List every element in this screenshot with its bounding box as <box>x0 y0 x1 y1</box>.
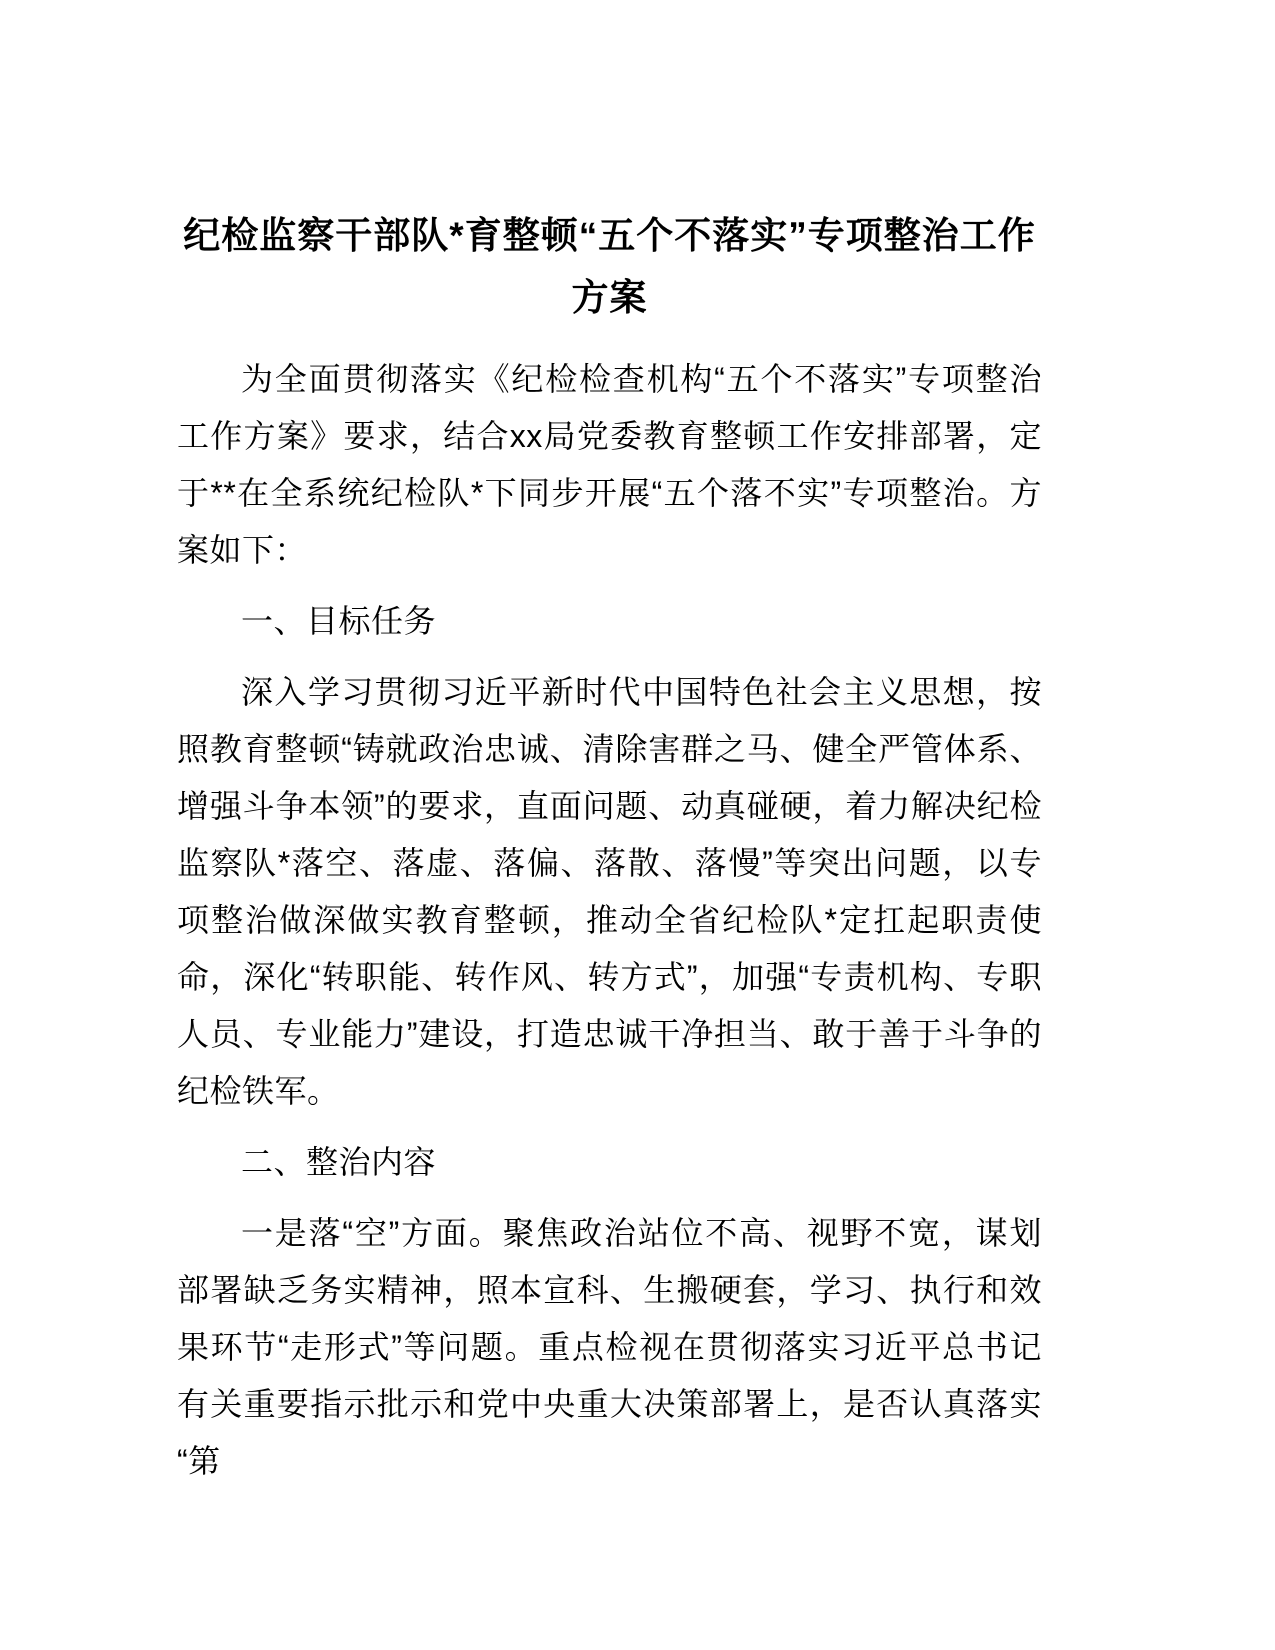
paragraph: 为全面贯彻落实《纪检检查机构“五个不落实”专项整治工作方案》要求，结合xx局党委教育整顿工作安排部署，定于**在全系统纪检队*下同步开展“五个落不实”专项整治。方案如下： <box>177 361 1042 568</box>
paragraph: 深入学习贯彻习近平新时代中国特色社会主义思想，按照教育整顿“铸就政治忠诚、清除害群之马、健全严管体系、增强斗争本领”的要求，直面问题、动真碰硬，着力解决纪检监察队*落空、落虚、落偏、落散、落慢”等突出问题，以专项整治做深做实教育整顿，推动全省纪检队*定扛起职责使命，深化“转职能、转作风、转方式”，加强“专责机构、专职人员、专业能力”建设，打造忠诚干净担当、敢于善于斗争的纪检铁军。 <box>177 674 1042 1109</box>
document-body <box>177 351 1042 1490</box>
section-heading-2: 二、整治内容 <box>241 1144 437 1180</box>
paragraph: 一是落“空”方面。聚焦政治站位不高、视野不宽，谋划部署缺乏务实精神，照本宣科、生搬硬套，学习、执行和效果环节“走形式”等问题。重点检视在贯彻落实习近平总书记有关重要指示批示和党中央重大决策部署上，是否认真落实“第 <box>177 1215 1042 1479</box>
document-title: 纪检监察干部队*育整顿“五个不落实”专项整治工作方案 <box>183 215 1036 318</box>
section-heading-1: 一、目标任务 <box>241 603 437 639</box>
